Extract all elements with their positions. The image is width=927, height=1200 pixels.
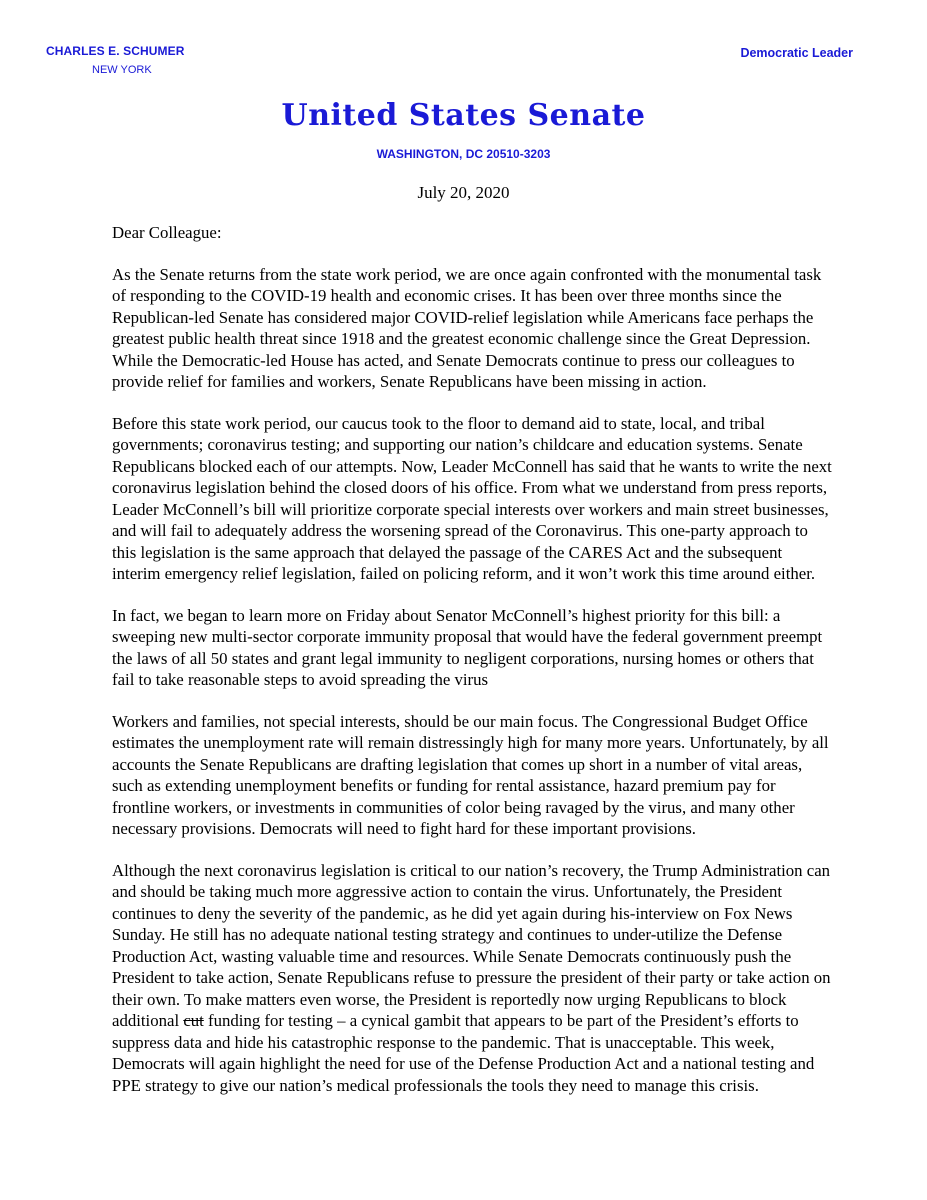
institution-address: WASHINGTON, DC 20510-3203 [376, 147, 551, 161]
letter-body [112, 222, 832, 1116]
paragraph-5 [112, 860, 832, 1097]
institution-name: United States Senate [281, 98, 646, 133]
salutation: Dear Colleague: [112, 223, 222, 242]
senator-state: NEW YORK [92, 64, 152, 76]
paragraph-5-part-2: funding for testing – a cynical gambit that appears to be part of the President’s efforts to suppress data and hide his catastrophic response to the pandemic. That is unacceptable. This week, Democrats will again highlight the need for use of the Defense Production Act and a national testing and PPE strategy to give our nation’s medical professionals the tools they need to manage this crisis. [112, 1011, 815, 1095]
letterhead-senator-block [46, 44, 184, 76]
senator-name: CHARLES E. SCHUMER [46, 44, 185, 58]
paragraph-1: As the Senate returns from the state work period, we are once again confronted with the monumental task of responding to the COVID-19 health and economic crises. It has been over three months since the Republican-led Senate has considered major COVID-relief legislation while Americans face perhaps the greatest public health threat since 1918 and the greatest economic challenge since the Great Depression. While the Democratic-led House has acted, and Senate Democrats continue to press our colleagues to provide relief for families and workers, Senate Republicans have been missing in action. [112, 264, 822, 391]
paragraph-4: Workers and families, not special interests, should be our main focus. The Congressional Budget Office estimates the unemployment rate will remain distressingly high for many more years. Unfortunately, by all accounts the Senate Republicans are drafting legislation that comes up short in a number of vital areas, such as extending unemployment benefits or funding for rental assistance, hazard premium pay for frontline workers, or investments in communities of color being ravaged by the virus, and many other necessary provisions. Democrats will need to fight hard for these important provisions. [112, 711, 829, 838]
paragraph-3: In fact, we began to learn more on Friday about Senator McConnell’s highest priority for this bill: a sweeping new multi-sector corporate immunity proposal that would have the federal government preempt the laws of all 50 states and grant legal immunity to negligent corporations, nursing homes or others that fail to take reasonable steps to avoid spreading the virus [112, 605, 823, 689]
senator-title: Democratic Leader [740, 46, 853, 60]
paragraph-2: Before this state work period, our caucus took to the floor to demand aid to state, local, and tribal governments; coronavirus testing; and supporting our nation’s childcare and education systems. Senate Republicans blocked each of our attempts. Now, Leader McConnell has said that he wants to write the next coronavirus legislation behind the closed doors of his office. From what we understand from press reports, Leader McConnell’s bill will prioritize corporate special interests over workers and main street businesses, and will fail to adequately address the worsening spread of the Coronavirus. This one-party approach to this legislation is the same approach that delayed the passage of the CARES Act and the subsequent interim emergency relief legislation, failed on policing reform, and it won’t work this time around either. [112, 413, 832, 583]
paragraph-5-part-1: Although the next coronavirus legislation is critical to our nation’s recovery, the Trump Administration can and should be taking much more aggressive action to contain the virus. Unfortunately, the President continues to deny the severity of the pandemic, as he did yet again during his-interview on Fox News Sunday. He still has no adequate national testing strategy and continues to under-utilize the Defense Production Act, wasting valuable time and resources. While Senate Democrats continuously push the President to take action, Senate Republicans refuse to pressure the president of their party or take action on their own. To make matters even worse, the President is reportedly now urging Republicans to block additional [112, 860, 831, 1030]
letter-date: July 20, 2020 [417, 183, 510, 202]
struck-word: cut [183, 1011, 204, 1030]
